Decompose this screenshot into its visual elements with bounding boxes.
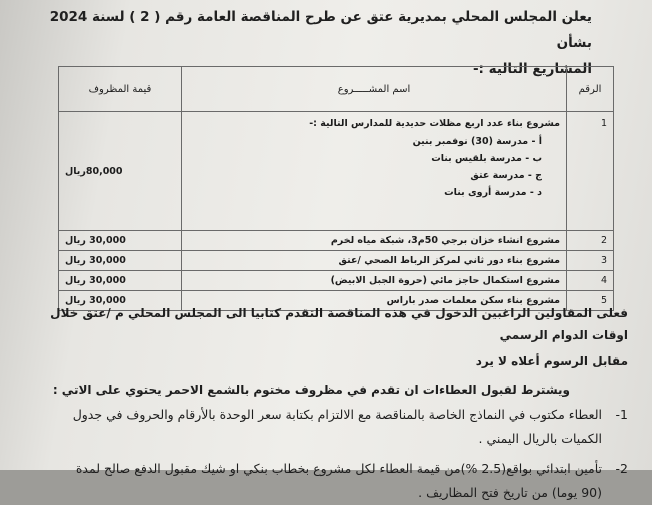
envelope-value: 80,000ريال (59, 112, 182, 231)
project-name: مشروع بناء دور ثاني لمركز الرباط الصحي /عتق (182, 251, 567, 271)
heading-line-2: المشاريع التالية :- (472, 61, 592, 77)
requirement-item-1 (18, 403, 628, 451)
item-text: تأمين ابتدائي بواقع(2.5 %)من قيمة العطاء لكل مشروع بخطاب بنكي او شيك مقبول الدفع صالح لمدة (75, 461, 602, 476)
item-number: 1- (615, 407, 628, 422)
tender-notes (18, 302, 628, 505)
row-number: 5 (567, 291, 614, 311)
row-number: 1 (567, 112, 614, 231)
table-row (59, 271, 614, 291)
item-text: العطاء مكتوب في النماذج الخاصة بالمناقصة مع الالتزام بكتابة سعر الوحدة بالأرقام والحروف في جدول (72, 407, 602, 422)
item-text-continued: الكميات بالريال اليمني . (478, 431, 602, 446)
list-item: أ - مدرسة (30) نوفمبر بنين (412, 136, 542, 147)
project-name: مشروع بناء سكن معلمات صدر باراس (182, 291, 567, 311)
table-header-row (59, 67, 614, 112)
project-title: مشروع بناء عدد اربع مظلات حديدية للمدارس التالية :- (309, 118, 560, 129)
notes-paragraph-1: فعلى المقاولين الراغبين الدخول في هذه المناقصة التقدم كتابيا الى المجلس المحلي م /عتق خلال اوقات الدوام الرسمي (50, 306, 628, 342)
list-item: ج - مدرسة عتق (470, 170, 542, 181)
table-row (59, 112, 614, 231)
project-name: مشروع انشاء خزان برجي 50م3، شبكة مياه لخرم (182, 231, 567, 251)
projects-table (58, 66, 614, 311)
row-number: 4 (567, 271, 614, 291)
envelope-value: 30,000 ريال (59, 251, 182, 271)
item-text-continued: (90 يوما) من تاريخ فتح المظاريف . (418, 485, 602, 500)
notes-paragraph-3: ويشترط لقبول العطاءات ان تقدم في مظروف مختوم بالشمع الاحمر يحتوي على الاتي : (52, 383, 570, 397)
envelope-value: 30,000 ريال (59, 271, 182, 291)
list-item: ب - مدرسة بلقيس بنات (431, 153, 542, 164)
table-row (59, 231, 614, 251)
table-row (59, 251, 614, 271)
row-number: 3 (567, 251, 614, 271)
list-item: د - مدرسة أروى بنات (444, 187, 542, 198)
notes-paragraph-2: مقابل الرسوم أعلاه لا يرد (475, 354, 628, 368)
heading-line-1: يعلن المجلس المحلي بمديرية عتق عن طرح المناقصة العامة رقم ( 2 ) لسنة 2024 بشأن (49, 9, 592, 51)
school-list (188, 133, 542, 201)
project-name (182, 112, 567, 231)
row-number: 2 (567, 231, 614, 251)
envelope-value: 30,000 ريال (59, 291, 182, 311)
header-envelope-value: قيمة المظروف (59, 67, 182, 112)
header-project-name: اسم المشـــــروع (182, 67, 567, 112)
requirement-item-2 (18, 457, 628, 505)
header-number: الرقم (567, 67, 614, 112)
envelope-value: 30,000 ريال (59, 231, 182, 251)
item-number: 2- (615, 461, 628, 476)
project-name: مشروع استكمال حاجز مائي (حروة الجبل الابيض) (182, 271, 567, 291)
